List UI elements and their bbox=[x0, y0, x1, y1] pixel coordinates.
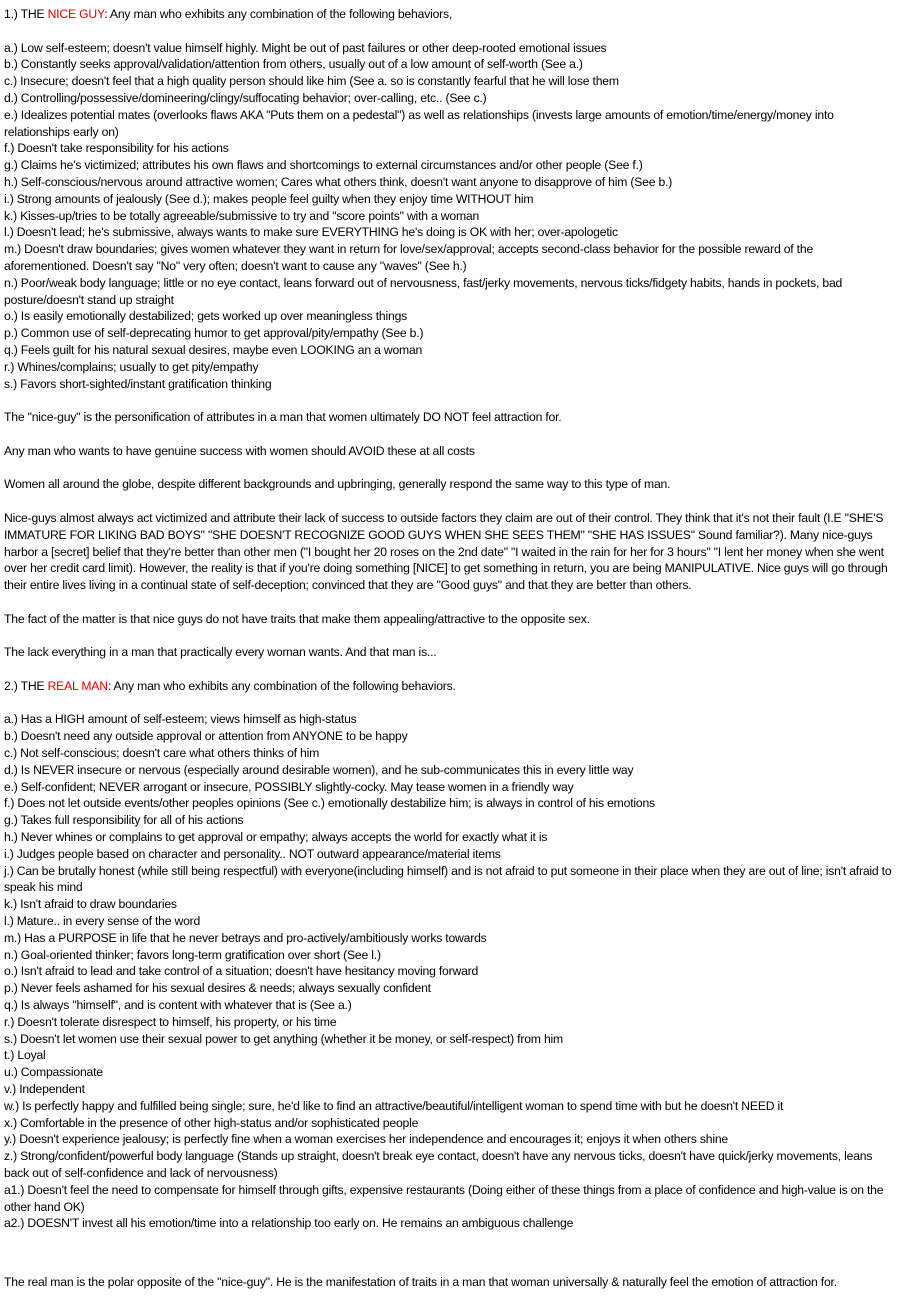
list-item: m.) Has a PURPOSE in life that he never betrays and pro-actively/ambitiously works towards bbox=[4, 930, 487, 945]
list-item: e.) Self-confident; NEVER arrogant or insecure, POSSIBLY slightly-cocky. May tease women in a friendly way bbox=[4, 779, 574, 794]
list-item: q.) Feels guilt for his natural sexual desires, maybe even LOOKING an a woman bbox=[4, 342, 423, 357]
paragraph: Nice-guys almost always act victimized and attribute their lack of success to outside factors they claim are out of their control. They think that it's not their fault (I.E "SHE'S IMMATURE FOR LIKING BAD BOYS" "SHE DOESN'T RECOGNIZE GOOD GUYS WHEN SHE SEES THEM" "SHE HAS ISSUES" Sound familiar?). Many nice-guys harbor a [secret] belief that they're better than other men ("I bought her 20 roses on the 2nd date" "I waited in the rain for her for 3 hours" "I lent her money when she went over her credit card limit). However, the reality is that if you're doing something [NICE] to get something in return, you are being MANIPULATIVE. Nice guys will go through their entire lives living in a continual state of self-deception; convinced that they are "Good guys" and that they are better than others. bbox=[4, 510, 888, 593]
list-item: d.) Is NEVER insecure or nervous (especially around desirable women), and he sub-communicates this in every little way bbox=[4, 762, 634, 777]
list-item: q.) Is always "himself", and is content with whatever that is (See a.) bbox=[4, 998, 352, 1013]
list-item: l.) Mature.. in every sense of the word bbox=[4, 914, 201, 929]
list-item: t.) Loyal bbox=[4, 1048, 46, 1063]
nice-guy-behavior-list bbox=[4, 40, 896, 393]
list-item: j.) Can be brutally honest (while still being respectful) with everyone(including himself) and is not afraid to put someone in their place when they are out of line; isn't afraid to speak his mind bbox=[4, 863, 892, 895]
spacer bbox=[4, 493, 896, 510]
list-item: o.) Isn't afraid to lead and take control of a situation; doesn't have hesitancy moving forward bbox=[4, 964, 479, 979]
spacer bbox=[4, 661, 896, 678]
list-item: n.) Goal-oriented thinker; favors long-term gratification over short (See l.) bbox=[4, 947, 381, 962]
list-item: l.) Doesn't lead; he's submissive, always wants to make sure EVERYTHING he's doing is OK with her; over-apologetic bbox=[4, 225, 618, 240]
spacer bbox=[4, 627, 896, 644]
spacer bbox=[4, 392, 896, 409]
list-item: p.) Common use of self-deprecating humor to get approval/pity/empathy (See b.) bbox=[4, 326, 424, 341]
list-item: e.) Idealizes potential mates (overlooks flaws AKA "Puts them on a pedestal") as well as relationships (invests large amounts of emotion/time/energy/money into relationships early on) bbox=[4, 107, 834, 139]
list-item: f.) Does not let outside events/other peoples opinions (See c.) emotionally destabilize him; is always in control of his emotions bbox=[4, 796, 655, 811]
section2-title: REAL MAN bbox=[47, 678, 108, 693]
list-item: a1.) Doesn't feel the need to compensate for himself through gifts, expensive restaurants (Doing either of these things from a place of confidence and high-value is on the other hand OK) bbox=[4, 1182, 884, 1214]
spacer bbox=[4, 23, 896, 40]
list-item: g.) Claims he's victimized; attributes his own flaws and shortcomings to external circumstances and/or other people (See f.) bbox=[4, 158, 643, 173]
list-item: k.) Kisses-up/tries to be totally agreeable/submissive to try and "score points" with a woman bbox=[4, 208, 480, 223]
list-item: r.) Doesn't tolerate disrespect to himself, his property, or his time bbox=[4, 1014, 337, 1029]
list-item: x.) Comfortable in the presence of other high-status and/or sophisticated people bbox=[4, 1115, 419, 1130]
list-item: m.) Doesn't draw boundaries; gives women whatever they want in return for love/sex/approval; accepts second-class behavior for the possible reward of the aforementioned. Doesn't say "No" very often; doesn't want to cause any "waves" (See h.) bbox=[4, 242, 814, 273]
paragraph: The lack everything in a man that practically every woman wants. And that man is... bbox=[4, 645, 437, 660]
list-item: y.) Doesn't experience jealousy; is perfectly fine when a woman exercises her independence and encourages it; enjoys it when others shine bbox=[4, 1132, 728, 1147]
list-item: f.) Doesn't take responsibility for his actions bbox=[4, 141, 229, 156]
list-item: s.) Doesn't let women use their sexual power to get anything (whether it be money, or self-respect) from him bbox=[4, 1031, 563, 1046]
section2-suffix: : Any man who exhibits any combination of the following behaviors. bbox=[107, 678, 456, 693]
section1-title: NICE GUY bbox=[47, 7, 105, 21]
spacer bbox=[4, 426, 896, 443]
section1-heading bbox=[4, 6, 896, 23]
list-item: d.) Controlling/possessive/domineering/clingy/suffocating behavior; over-calling, etc.. (See c.) bbox=[4, 90, 487, 105]
paragraph: The fact of the matter is that nice guys do not have traits that make them appealing/attractive to the opposite sex. bbox=[4, 611, 590, 626]
spacer bbox=[4, 594, 896, 611]
list-item: c.) Not self-conscious; doesn't care what others thinks of him bbox=[4, 746, 320, 761]
list-item: w.) Is perfectly happy and fulfilled being single; sure, he'd like to find an attractive/beautiful/intelligent woman to spend time with but he doesn't NEED it bbox=[4, 1098, 784, 1113]
list-item: z.) Strong/confident/powerful body language (Stands up straight, doesn't break eye contact, doesn't have any nervous ticks, doesn't have quick/jerky movements, leans back out of self-confidence and lack of nervousness) bbox=[4, 1149, 873, 1180]
section2-heading bbox=[4, 678, 896, 695]
section1-prefix: 1.) THE bbox=[4, 7, 48, 21]
real-man-behavior-list bbox=[4, 711, 896, 1232]
list-item: p.) Never feels ashamed for his sexual desires & needs; always sexually confident bbox=[4, 981, 431, 996]
closing-paragraph: The real man is the polar opposite of the "nice-guy". He is the manifestation of traits in a man that woman universally & naturally feel the emotion of attraction for. bbox=[4, 1275, 837, 1290]
list-item: k.) Isn't afraid to draw boundaries bbox=[4, 897, 177, 912]
list-item: h.) Never whines or complains to get approval or empathy; always accepts the world for exactly what it is bbox=[4, 830, 548, 845]
list-item: c.) Insecure; doesn't feel that a high quality person should like him (See a. so is constantly fearful that he will lose them bbox=[4, 74, 619, 89]
list-item: s.) Favors short-sighted/instant gratification thinking bbox=[4, 376, 272, 391]
paragraph: The "nice-guy" is the personification of attributes in a man that women ultimately DO NOT feel attraction for. bbox=[4, 410, 562, 425]
spacer bbox=[4, 1232, 896, 1274]
list-item: a.) Low self-esteem; doesn't value himself highly. Might be out of past failures or other deep-rooted emotional issues bbox=[4, 40, 607, 55]
paragraph: Women all around the globe, despite different backgrounds and upbringing, generally respond the same way to this type of man. bbox=[4, 477, 671, 492]
list-item: b.) Constantly seeks approval/validation/attention from others, usually out of a low amount of self-worth (See a.) bbox=[4, 57, 583, 72]
list-item: i.) Judges people based on character and personality.. NOT outward appearance/material items bbox=[4, 846, 501, 861]
list-item: a.) Has a HIGH amount of self-esteem; views himself as high-status bbox=[4, 712, 357, 727]
spacer bbox=[4, 695, 896, 712]
list-item: h.) Self-conscious/nervous around attractive women; Cares what others think, doesn't want anyone to disapprove of him (See b.) bbox=[4, 174, 673, 189]
section2-prefix: 2.) THE bbox=[4, 678, 48, 693]
list-item: b.) Doesn't need any outside approval or attention from ANYONE to be happy bbox=[4, 729, 408, 744]
section1-suffix: : Any man who exhibits any combination of the following behaviors, bbox=[104, 7, 453, 21]
list-item: r.) Whines/complains; usually to get pity/empathy bbox=[4, 359, 259, 374]
list-item: i.) Strong amounts of jealously (See d.); makes people feel guilty when they enjoy time WITHOUT him bbox=[4, 191, 534, 206]
list-item: v.) Independent bbox=[4, 1082, 85, 1096]
paragraph: Any man who wants to have genuine success with women should AVOID these at all costs bbox=[4, 443, 475, 458]
list-item: a2.) DOESN'T invest all his emotion/time into a relationship too early on. He remains an ambiguous challenge bbox=[4, 1216, 574, 1231]
list-item: u.) Compassionate bbox=[4, 1065, 103, 1080]
list-item: o.) Is easily emotionally destabilized; gets worked up over meaningless things bbox=[4, 309, 408, 324]
spacer bbox=[4, 460, 896, 477]
list-item: g.) Takes full responsibility for all of his actions bbox=[4, 813, 244, 828]
list-item: n.) Poor/weak body language; little or no eye contact, leans forward out of nervousness, fast/jerky movements, nervous ticks/fidgety habits, hands in pockets, bad posture/doesn't stand up straight bbox=[4, 275, 843, 307]
